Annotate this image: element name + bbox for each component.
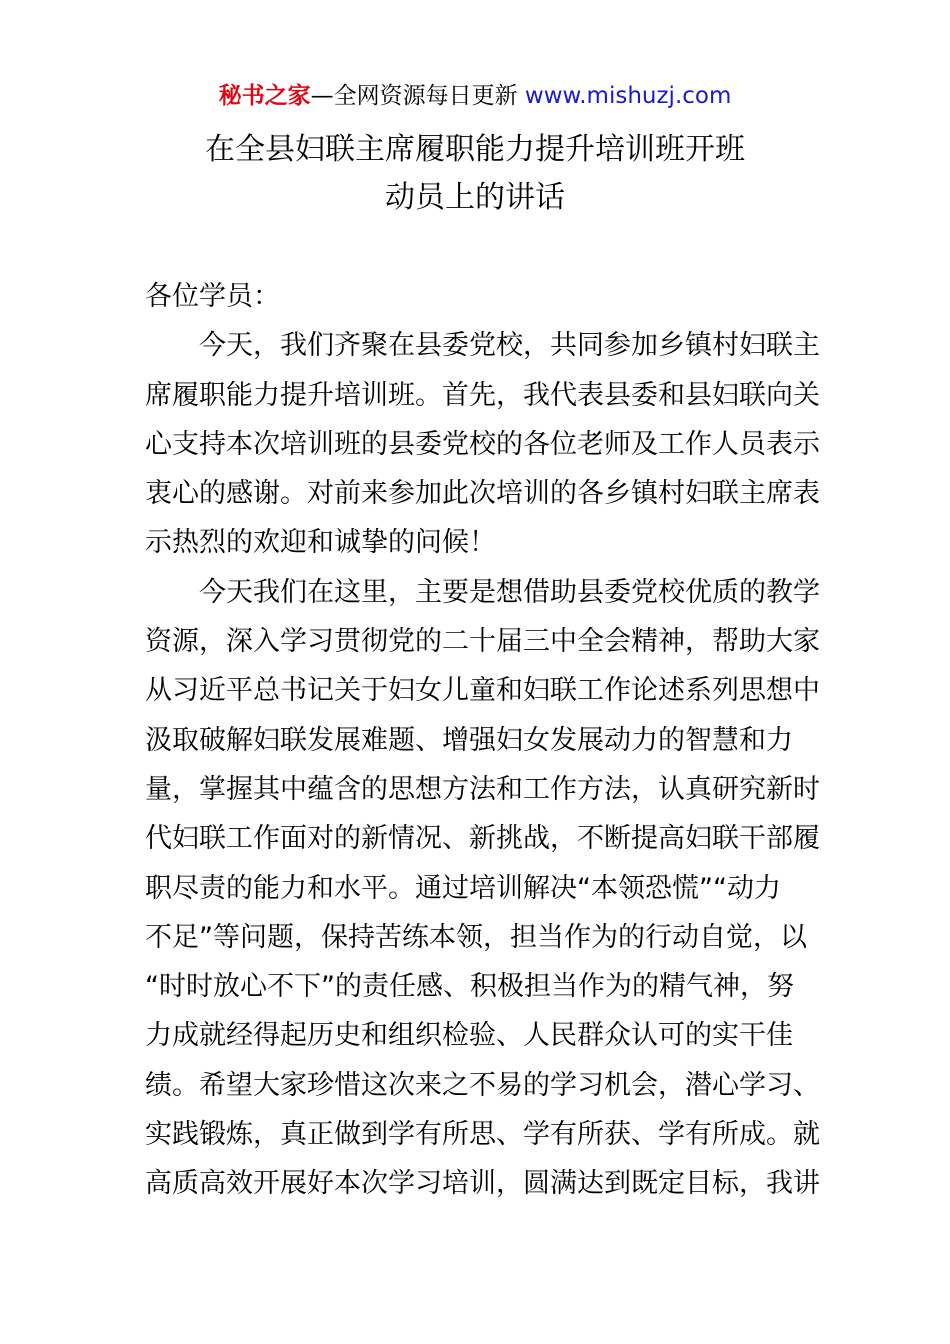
body-line: 衷心的感谢。对前来参加此次培训的各乡镇村妇联主席表 [145, 478, 820, 510]
body-line: 绩。希望大家珍惜这次来之不易的学习机会，潜心学习、 [145, 1069, 820, 1101]
body-line: 职尽责的能力和水平。通过培训解决“本领恐慌”“动力 [145, 872, 781, 904]
body-line: 实践锻炼，真正做到学有所思、学有所获、学有所成。就 [145, 1119, 820, 1151]
body-line: 从习近平总书记关于妇女儿童和妇联工作论述系列思想中 [145, 675, 820, 707]
site-header [0, 80, 950, 112]
body-line: 代妇联工作面对的新情况、新挑战，不断提高妇联干部履 [145, 823, 820, 855]
document-title [0, 126, 950, 222]
body-line: 力成就经得起历史和组织检验、人民群众认可的实干佳 [145, 1020, 793, 1052]
document-body [145, 272, 820, 1209]
title-line-1: 在全县妇联主席履职能力提升培训班开班 [205, 132, 745, 167]
body-line: 今天，我们齐聚在县委党校，共同参加乡镇村妇联主 [145, 330, 820, 362]
title-line-2: 动员上的讲话 [385, 180, 565, 215]
body-line: 高质高效开展好本次学习培训，圆满达到既定目标，我讲 [145, 1168, 820, 1200]
brand-name: 秘书之家 [218, 83, 311, 109]
body-line: 汲取破解妇联发展难题、增强妇女发展动力的智慧和力 [145, 724, 793, 756]
body-line: 不足”等问题，保持苦练本领，担当作为的行动自觉，以 [145, 921, 807, 953]
site-url-link[interactable]: www.mishuzj.com [524, 83, 732, 109]
body-line: 今天我们在这里，主要是想借助县委党校优质的教学 [145, 576, 820, 608]
body-line: 量，掌握其中蕴含的思想方法和工作方法，认真研究新时 [145, 773, 820, 805]
body-line: 心支持本次培训班的县委党校的各位老师及工作人员表示 [145, 428, 820, 460]
salutation: 各位学员： [145, 281, 280, 312]
body-line: 席履职能力提升培训班。首先，我代表县委和县妇联向关 [145, 379, 820, 411]
body-line: 资源，深入学习贯彻党的二十届三中全会精神，帮助大家 [145, 626, 820, 658]
header-tagline: —全网资源每日更新 [310, 83, 525, 109]
body-line: “时时放心不下”的责任感、积极担当作为的精气神，努 [145, 971, 794, 1003]
body-line: 示热烈的欢迎和诚挚的问候！ [145, 527, 496, 559]
